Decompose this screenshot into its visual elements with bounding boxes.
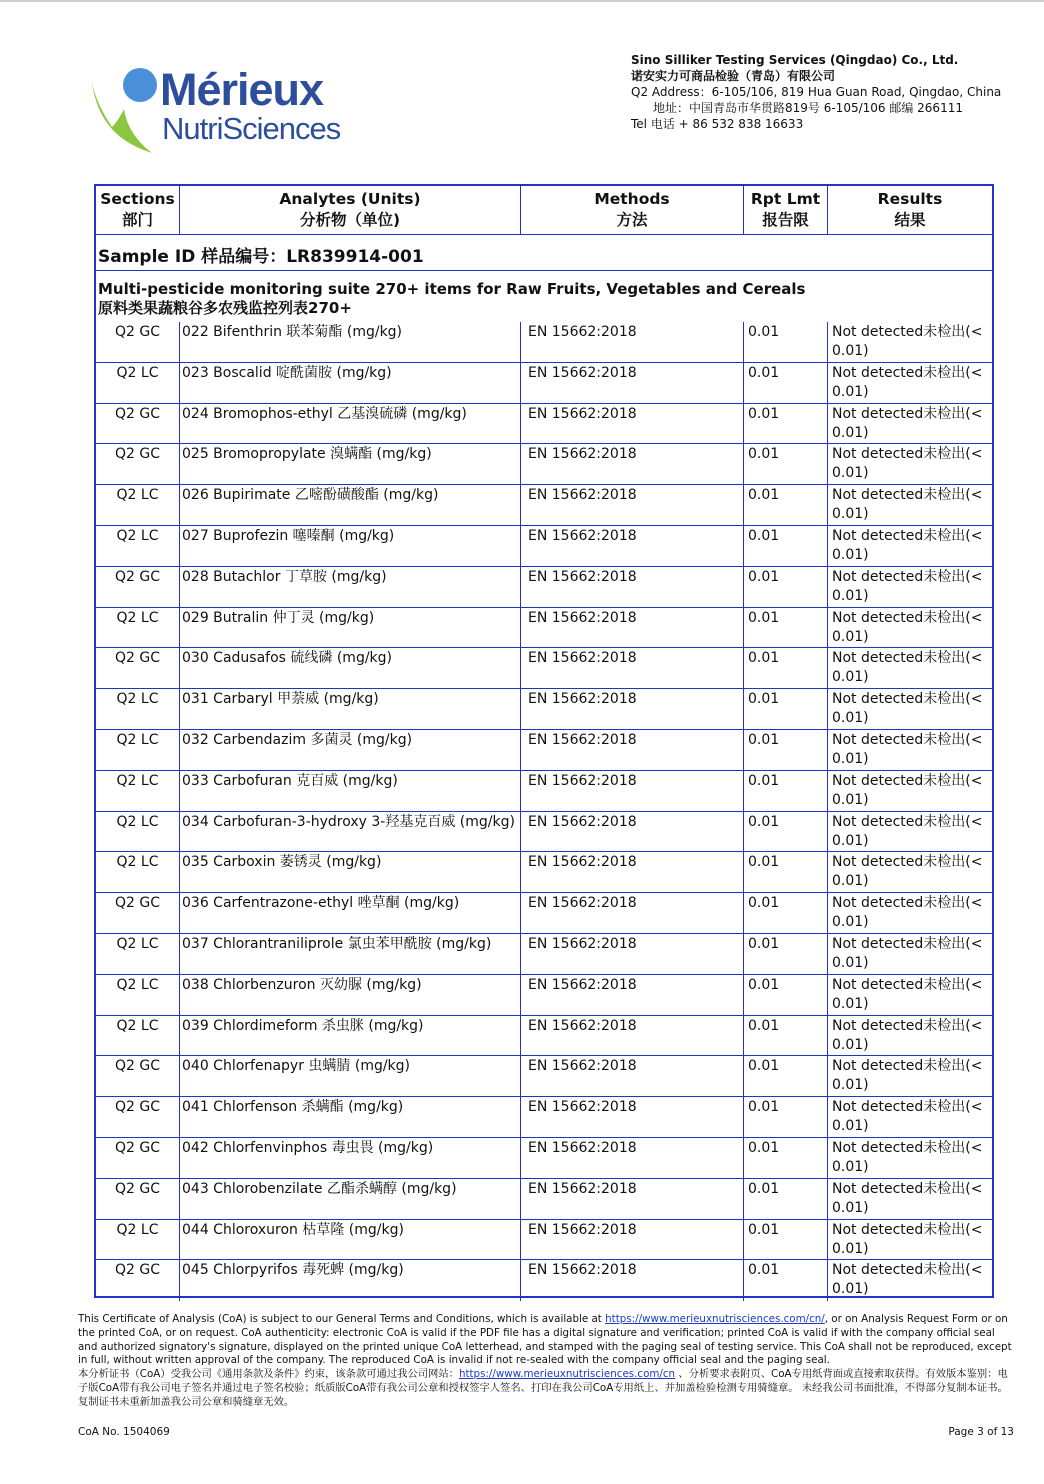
table-row (96, 934, 992, 975)
analyte-cell: 026 Bupirimate 乙嘧酚磺酸酯 (mg/kg) (182, 487, 439, 504)
suite-title (98, 280, 806, 318)
section-cell: Q2 LC (116, 1017, 159, 1034)
section-cell: Q2 GC (114, 568, 160, 585)
analyte-cell: 035 Carboxin 萎锈灵 (mg/kg) (182, 854, 382, 871)
result-cell: Not detected未检出(<0.01) (832, 1180, 983, 1216)
result-cell: Not detected未检出(<0.01) (832, 1099, 983, 1135)
method-cell: EN 15662:2018 (528, 1262, 637, 1279)
sample-divider (96, 270, 992, 271)
analyte-cell: 042 Chlorfenvinphos 毒虫畏 (mg/kg) (182, 1139, 434, 1156)
table-row (96, 648, 992, 689)
result-cell: Not detected未检出(<0.01) (832, 487, 983, 523)
method-cell: EN 15662:2018 (528, 772, 637, 789)
rpt-lmt-cell: 0.01 (748, 1221, 780, 1238)
table-row (96, 893, 992, 934)
section-cell: Q2 GC (114, 405, 160, 422)
method-cell: EN 15662:2018 (528, 487, 637, 504)
analyte-cell: 036 Carfentrazone-ethyl 唑草酮 (mg/kg) (182, 895, 460, 912)
analyte-cell: 033 Carbofuran 克百威 (mg/kg) (182, 772, 398, 789)
rpt-lmt-cell: 0.01 (748, 895, 780, 912)
section-cell: Q2 GC (114, 1139, 160, 1156)
method-cell: EN 15662:2018 (528, 527, 637, 544)
analyte-cell: 045 Chlorpyrifos 毒死蜱 (mg/kg) (182, 1262, 404, 1279)
analyte-cell: 032 Carbendazim 多菌灵 (mg/kg) (182, 731, 413, 748)
result-cell: Not detected未检出(<0.01) (832, 976, 983, 1012)
rpt-lmt-cell: 0.01 (748, 527, 780, 544)
analyte-cell: 030 Cadusafos 硫线磷 (mg/kg) (182, 650, 393, 667)
analyte-cell: 028 Butachlor 丁草胺 (mg/kg) (182, 568, 387, 585)
section-cell: Q2 GC (114, 324, 160, 340)
rpt-lmt-cell: 0.01 (748, 976, 780, 993)
method-cell: EN 15662:2018 (528, 364, 637, 381)
rpt-lmt-cell: 0.01 (748, 935, 780, 952)
rpt-lmt-cell: 0.01 (748, 854, 780, 871)
table-row (96, 1097, 992, 1138)
disclaimer-cn-2: 、分析要求表附页、CoA专用纸背面或直接索取获得。有效版本鉴别：电子版CoA带有我公司电子签名并通过电子签名校验；纸质版CoA带有我公司公章和授权签字人签名、打印在我公司CoA专用纸上、并加盖检验检测专用骑缝章。 未经我公司书面批准，不得部分复制本证书。复制证书未重新加盖我公司公章和骑缝章无效。 (78, 1368, 1008, 1408)
result-cell: Not detected未检出(<0.01) (832, 813, 983, 849)
section-cell: Q2 LC (116, 935, 159, 952)
method-cell: EN 15662:2018 (528, 1058, 637, 1075)
section-cell: Q2 GC (114, 895, 160, 912)
method-cell: EN 15662:2018 (528, 650, 637, 667)
top-rule (0, 0, 1044, 2)
company-address-cn: 地址：中国青岛市华贯路819号 6-105/106 邮编 266111 (653, 101, 963, 115)
company-tel: Tel 电话 + 86 532 838 16633 (631, 117, 804, 131)
result-cell: Not detected未检出(<0.01) (832, 650, 983, 686)
merieux-logo (90, 63, 355, 155)
analyte-cell: 037 Chlorantraniliprole 氯虫苯甲酰胺 (mg/kg) (182, 935, 492, 952)
table-row (96, 526, 992, 567)
results-table (94, 184, 994, 1298)
company-address-en: Q2 Address：6-105/106, 819 Hua Guan Road, Qingdao, China (631, 85, 1002, 99)
method-cell: EN 15662:2018 (528, 691, 637, 708)
section-cell: Q2 LC (116, 976, 159, 993)
table-row (96, 363, 992, 404)
terms-link-en[interactable]: https://www.merieuxnutrisciences.com/cn/ (605, 1313, 825, 1325)
analyte-cell: 024 Bromophos-ethyl 乙基溴硫磷 (mg/kg) (182, 405, 467, 422)
result-cell: Not detected未检出(<0.01) (832, 691, 983, 727)
method-cell: EN 15662:2018 (528, 895, 637, 912)
method-cell: EN 15662:2018 (528, 1139, 637, 1156)
company-address-block (631, 52, 1001, 132)
section-cell: Q2 LC (116, 487, 159, 504)
result-cell: Not detected未检出(<0.01) (832, 1221, 983, 1257)
table-header (96, 186, 992, 235)
table-row (96, 322, 992, 363)
suite-title-cn: 原料类果蔬粮谷多农残监控列表270+ (98, 299, 352, 317)
result-cell: Not detected未检出(<0.01) (832, 895, 983, 931)
section-cell: Q2 GC (114, 1099, 160, 1116)
disclaimer-cn-1: 本分析证书（CoA）受我公司《通用条款及条件》约束，该条款可通过我公司网站： (78, 1368, 459, 1381)
rpt-lmt-cell: 0.01 (748, 364, 780, 381)
result-cell: Not detected未检出(<0.01) (832, 527, 983, 563)
result-cell: Not detected未检出(<0.01) (832, 731, 983, 767)
table-row (96, 812, 992, 853)
table-row (96, 730, 992, 771)
rpt-lmt-cell: 0.01 (748, 772, 780, 789)
disclaimer-en-2: , or on Analysis Request Form or on the printed CoA, or on request. CoA authenticity: electronic CoA is valid if the PDF file has a digital signature and verification; printed CoA is valid if with the company official seal and authorized signatory's signature, displayed on the printed unique CoA letterhead, and stamped with the paging seal of testing service. This CoA shall not be reproduced, except in full, without written approval of the company. The reproduced CoA is invalid if not re-sealed with the company official seal and the paging seal. (78, 1313, 1012, 1367)
disclaimer (78, 1313, 1016, 1410)
logo-word: Mérieux (160, 64, 324, 115)
rpt-lmt-cell: 0.01 (748, 568, 780, 585)
table-row (96, 1016, 992, 1057)
result-cell: Not detected未检出(<0.01) (832, 609, 983, 645)
method-cell: EN 15662:2018 (528, 935, 637, 952)
table-row (96, 771, 992, 812)
rpt-lmt-cell: 0.01 (748, 1262, 780, 1279)
section-cell: Q2 GC (114, 1058, 160, 1075)
disclaimer-en-1: This Certificate of Analysis (CoA) is subject to our General Terms and Conditions, which is available at (78, 1313, 606, 1325)
rpt-lmt-cell: 0.01 (748, 324, 780, 340)
result-cell: Not detected未检出(<0.01) (832, 772, 983, 808)
table-row (96, 1138, 992, 1179)
rpt-lmt-cell: 0.01 (748, 1058, 780, 1075)
header-methods: Methods 方法 (594, 190, 670, 229)
analyte-cell: 039 Chlordimeform 杀虫脒 (mg/kg) (182, 1017, 424, 1034)
rpt-lmt-cell: 0.01 (748, 1180, 780, 1197)
header-analytes: Analytes (Units) 分析物（单位) (279, 190, 421, 229)
method-cell: EN 15662:2018 (528, 324, 637, 340)
rpt-lmt-cell: 0.01 (748, 813, 780, 830)
section-cell: Q2 LC (116, 813, 159, 830)
rpt-lmt-cell: 0.01 (748, 609, 780, 626)
table-row (96, 975, 992, 1016)
section-cell: Q2 LC (116, 609, 159, 626)
result-cell: Not detected未检出(<0.01) (832, 446, 983, 482)
table-row (96, 1056, 992, 1097)
table-row (96, 1179, 992, 1220)
analyte-cell: 034 Carbofuran-3-hydroxy 3-羟基克百威 (mg/kg) (182, 813, 515, 830)
rpt-lmt-cell: 0.01 (748, 405, 780, 422)
suite-title-en: Multi-pesticide monitoring suite 270+ items for Raw Fruits, Vegetables and Cereals (98, 280, 806, 298)
section-cell: Q2 LC (116, 854, 159, 871)
method-cell: EN 15662:2018 (528, 854, 637, 871)
method-cell: EN 15662:2018 (528, 405, 637, 422)
method-cell: EN 15662:2018 (528, 446, 637, 463)
result-cell: Not detected未检出(<0.01) (832, 324, 983, 359)
section-cell: Q2 LC (116, 1221, 159, 1238)
method-cell: EN 15662:2018 (528, 1221, 637, 1238)
page-number: Page 3 of 13 (948, 1426, 1014, 1438)
company-name-cn: 诺安实力可商品检验（青岛）有限公司 (631, 69, 836, 83)
section-cell: Q2 LC (116, 364, 159, 381)
analyte-cell: 038 Chlorbenzuron 灭幼脲 (mg/kg) (182, 976, 422, 993)
method-cell: EN 15662:2018 (528, 731, 637, 748)
table-row (96, 567, 992, 608)
table-row (96, 852, 992, 893)
table-row (96, 444, 992, 485)
method-cell: EN 15662:2018 (528, 568, 637, 585)
header-results: Results 结果 (877, 190, 943, 229)
analyte-cell: 041 Chlorfenson 杀螨酯 (mg/kg) (182, 1099, 404, 1116)
result-cell: Not detected未检出(<0.01) (832, 1262, 983, 1298)
result-cell: Not detected未检出(<0.01) (832, 568, 983, 604)
section-cell: Q2 LC (116, 527, 159, 544)
sample-id: Sample ID 样品编号：LR839914-001 (98, 247, 424, 267)
analyte-cell: 031 Carbaryl 甲萘威 (mg/kg) (182, 691, 379, 708)
rpt-lmt-cell: 0.01 (748, 1139, 780, 1156)
section-cell: Q2 GC (114, 1262, 160, 1279)
section-cell: Q2 LC (116, 772, 159, 789)
analyte-cell: 027 Buprofezin 噻嗪酮 (mg/kg) (182, 527, 395, 544)
method-cell: EN 15662:2018 (528, 813, 637, 830)
rpt-lmt-cell: 0.01 (748, 446, 780, 463)
header-rpt-lmt: Rpt Lmt 报告限 (750, 190, 821, 229)
section-cell: Q2 GC (114, 446, 160, 463)
rpt-lmt-cell: 0.01 (748, 1099, 780, 1116)
method-cell: EN 15662:2018 (528, 976, 637, 993)
result-cell: Not detected未检出(<0.01) (832, 1139, 983, 1175)
table-row (96, 1220, 992, 1261)
method-cell: EN 15662:2018 (528, 1017, 637, 1034)
table-row (96, 608, 992, 649)
section-cell: Q2 LC (116, 731, 159, 748)
rpt-lmt-cell: 0.01 (748, 650, 780, 667)
result-cell: Not detected未检出(<0.01) (832, 405, 983, 441)
analyte-cell: 043 Chlorobenzilate 乙酯杀螨醇 (mg/kg) (182, 1180, 457, 1197)
logo-mark-icon (90, 63, 170, 155)
logo-subword: NutriSciences (162, 111, 341, 146)
section-cell: Q2 GC (114, 1180, 160, 1197)
rpt-lmt-cell: 0.01 (748, 487, 780, 504)
rpt-lmt-cell: 0.01 (748, 691, 780, 708)
result-cell: Not detected未检出(<0.01) (832, 364, 983, 400)
company-name-en: Sino Silliker Testing Services (Qingdao) Co., Ltd. (631, 53, 959, 67)
analyte-cell: 044 Chloroxuron 枯草隆 (mg/kg) (182, 1221, 404, 1238)
coa-number: CoA No. 1504069 (78, 1426, 170, 1438)
section-cell: Q2 LC (116, 691, 159, 708)
table-row (96, 1260, 992, 1301)
table-body (96, 322, 992, 1301)
analyte-cell: 040 Chlorfenapyr 虫螨腈 (mg/kg) (182, 1058, 411, 1075)
header-sections: Sections 部门 (100, 190, 175, 229)
result-cell: Not detected未检出(<0.01) (832, 1017, 983, 1053)
rpt-lmt-cell: 0.01 (748, 1017, 780, 1034)
method-cell: EN 15662:2018 (528, 1099, 637, 1116)
table-row (96, 485, 992, 526)
rpt-lmt-cell: 0.01 (748, 731, 780, 748)
result-cell: Not detected未检出(<0.01) (832, 935, 983, 971)
terms-link-cn[interactable]: https://www.merieuxnutrisciences.com/cn (458, 1368, 676, 1381)
result-cell: Not detected未检出(<0.01) (832, 854, 983, 890)
analyte-cell: 029 Butralin 仲丁灵 (mg/kg) (182, 609, 375, 626)
table-row (96, 404, 992, 445)
method-cell: EN 15662:2018 (528, 609, 637, 626)
result-cell: Not detected未检出(<0.01) (832, 1058, 983, 1094)
analyte-cell: 022 Bifenthrin 联苯菊酯 (mg/kg) (182, 324, 403, 340)
table-row (96, 689, 992, 730)
section-cell: Q2 GC (114, 650, 160, 667)
analyte-cell: 025 Bromopropylate 溴螨酯 (mg/kg) (182, 446, 432, 463)
method-cell: EN 15662:2018 (528, 1180, 637, 1197)
analyte-cell: 023 Boscalid 啶酰菌胺 (mg/kg) (182, 364, 392, 381)
